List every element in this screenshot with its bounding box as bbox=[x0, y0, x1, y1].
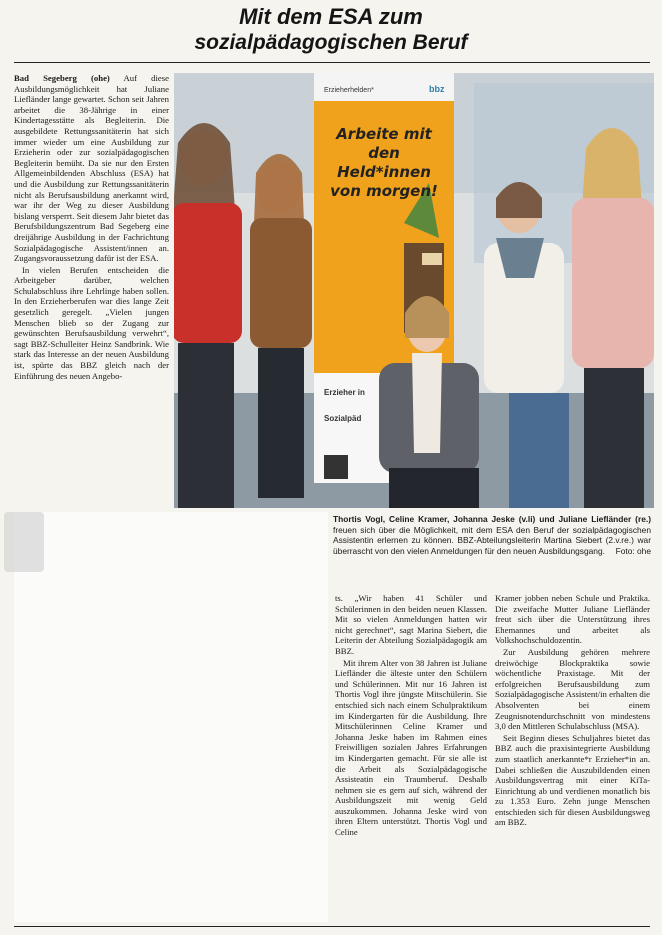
intro-column bbox=[14, 73, 169, 382]
caption-text: freuen sich über die Möglichkeit, mit dem ESA den Beruf der sozialpädagogischen Assistentin erlernen zu können. BBZ-Abteilungsleiterin Martina Siebert (2.v.re.) war überrascht von den vielen Anmeldungen für den neuen Ausbildungsgang. bbox=[333, 524, 651, 556]
bottom-rule bbox=[14, 926, 650, 927]
right-paragraph-1: Kramer jobben neben Schule und Praktika. Die zweifache Mutter Juliane Liefländer freut sich über die Unterstützung ihres Ehemannes und arbeitet als Volkshochschuldozentin. bbox=[495, 593, 650, 646]
article-photo bbox=[174, 73, 654, 508]
headline-line-2: sozialpädagogischen Beruf bbox=[194, 31, 468, 54]
photo-illustration bbox=[174, 73, 654, 508]
caption-names: Thortis Vogl, Celine Kramer, Johanna Jeske (v.li) und Juliane Liefländer (re.) bbox=[333, 514, 651, 524]
photo-caption bbox=[333, 514, 651, 556]
right-paragraph-3: Seit Beginn dieses Schuljahres bietet das BBZ auch die praxisintegrierte Ausbildung zum staatlich anerkannte*r Erzieher*in an. Dabei schließen die Auszubildenden einen Ausbildungsvertrag mit einer KiTa-Einrichtung ab und verdienen monatlich bis zu 1.353 Euro. Zehn junge Menschen entschieden sich für diesen Ausbildungsweg am BBZ. bbox=[495, 732, 650, 828]
headline-rule bbox=[14, 62, 650, 63]
banner-logo-left: Erzieherhelden* bbox=[324, 87, 374, 94]
photo-credit: Foto: ohe bbox=[615, 545, 651, 556]
qr-code bbox=[324, 455, 348, 479]
right-column bbox=[495, 593, 650, 829]
headline-line-1: Mit dem ESA zum bbox=[239, 4, 423, 29]
middle-column bbox=[335, 593, 487, 839]
banner-slogan: Arbeite mit den Held*innen von morgen! bbox=[330, 125, 438, 200]
dateline: Bad Segeberg (ohe) bbox=[14, 73, 110, 83]
blank-area bbox=[14, 512, 328, 922]
banner-logo-right: bbz bbox=[429, 84, 445, 94]
person-left bbox=[174, 123, 242, 508]
intro-text-1: Auf diese Ausbildungsmöglichkeit hat Juliane Liefländer lange gewartet. Schon seit Jahren arbeitet die 38-Jährige in einer Kindertagesstätte als Begleiterin. Die ausgebildete Rettungssanitäterin hat sich immer wieder um eine Ausbildung zur Erzieherin oder zur sozialpädagogischen Begleiterin bemüht. Da sie nur den Ersten Allgemeinbildenden Abschluss (ESA) hat und die Ausbildung zur Rettungssanitäterin nicht als Berufsausbildung anerkannt wird, war ihr der Weg zu dieser Ausbildung bislang versperrt. Seit diesem Jahr bietet das Berufsbildungszentrum Bad Segeberg eine dreijährige Ausbildung in der Fachrichtung Sozialpädagogische Assistent/innen an. Zugangsvoraussetzung dafür ist der ESA. bbox=[14, 73, 169, 264]
intro-paragraph-1 bbox=[14, 73, 169, 264]
scan-artifact bbox=[4, 512, 44, 572]
right-paragraph-2: Zur Ausbildung gehören mehrere dreiwöchige Blockpraktika sowie wöchentliche Praxistage. Mit der erfolgreichen Berufsausbildung zum Sozialpädagogische Assistent/in erhalten die Absolventen bei einem Zeugnisnotendurchschnitt von mindestens 3,0 den Mittleren Schulabschluss (MSA). bbox=[495, 646, 650, 732]
banner-lower-1: Erzieher in bbox=[324, 388, 365, 397]
headline bbox=[0, 0, 662, 60]
person-second bbox=[250, 154, 312, 498]
banner-lower-2: Sozialpäd bbox=[324, 414, 362, 423]
intro-paragraph-2: In vielen Berufen entscheiden die Arbeitgeber darüber, welchen Schulabschluss ihre Lehrlinge haben sollen. In den Erzieherberufen war dies lange Zeit gesetzlich geregelt. „Vielen jungen Menschen blieb so der Zugang zur gewünschten Berufsausbildung verwehrt“, sagt BBZ-Schulleiter Heinz Sandbrink. Wie stark das Interesse an der neuen Ausbildung ist, spürte das BBZ gleich nach der Einführung des neuen Angebo- bbox=[14, 264, 169, 381]
middle-paragraph-2: Mit ihrem Alter von 38 Jahren ist Juliane Liefländer die älteste unter den Schülern und Schülerinnen. Mit nur 16 Jahren ist Thortis Vogl ihre jüngste Mitschülerin. Sie entschied sich nach einem Schulpraktikum im Kindergarten für die Ausbildung. Ihre Mitschülerinnen Celine Kramer und Johanna Jeske haben im Rahmen eines Freiwilligen sozialen Jahres Erfahrungen im Kindergarten gemacht. Für sie alle ist die Arbeit als Sozialpädagogische Assisteatin ein Traumberuf. Deshalb nehmen sie es gern auf sich, während der Ausbildungszeit mit wenig Geld auszukommen. Johanna Jeske wird von ihren Eltern unterstützt. Thortis Vogl und Celine bbox=[335, 657, 487, 838]
middle-paragraph-1: ts. „Wir haben 41 Schüler und Schülerinnen in den beiden neuen Klassen. Mit so vielen Anmeldungen hatten wir nicht gerechnet“, sagt Marina Siebert, die Leiterin der Abteilung Sozialpädagogik am BBZ. bbox=[335, 593, 487, 656]
